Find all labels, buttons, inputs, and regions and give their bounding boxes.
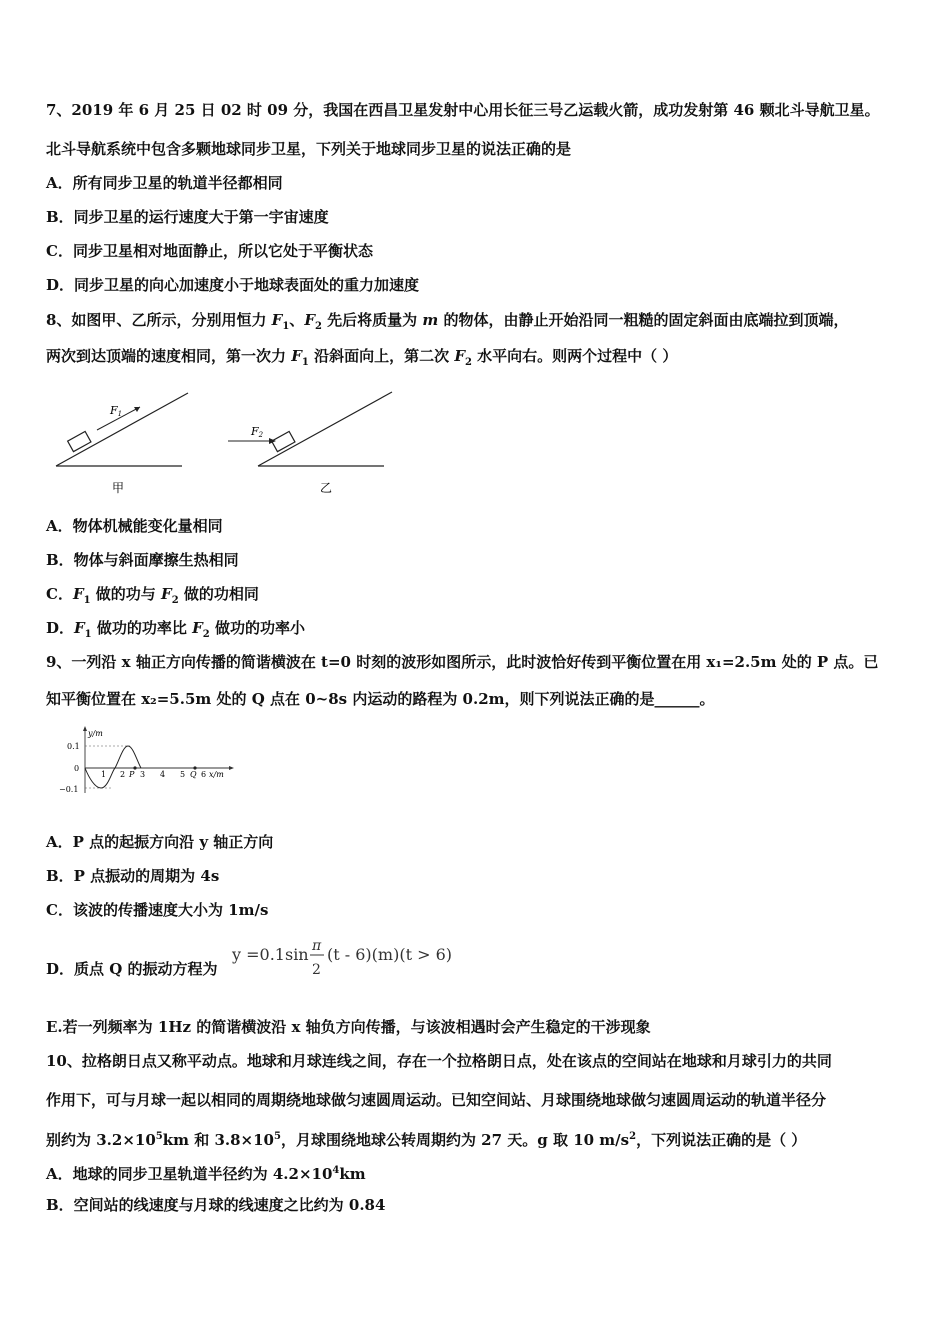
svg-text:F1: F1	[110, 404, 123, 418]
y-tick-top: 0.1	[67, 742, 80, 751]
point-p-label: P	[129, 770, 135, 779]
q8-stem-line2: 两次到达顶端的速度相同，第一次力 $F_1$ 沿斜面向上，第二次 $F_2$ 水平向右。则两个过程中（ ）	[46, 347, 678, 368]
label-jia: 甲	[112, 481, 125, 495]
point-q	[193, 766, 196, 769]
q7-stem-line2: 北斗导航系统中包含多颗地球同步卫星，下列关于地球同步卫星的说法正确的是	[46, 140, 572, 158]
x-tick-3: 3	[140, 770, 146, 779]
x-axis-label: x/m	[209, 770, 224, 779]
q9-option-c: C．该波的传播速度大小为 1m/s	[46, 901, 269, 919]
q7-option-c: C．同步卫星相对地面静止，所以它处于平衡状态	[46, 242, 373, 260]
q9-option-a: A．P 点的起振方向沿 y 轴正方向	[46, 833, 274, 851]
q7-option-d: D．同步卫星的向心加速度小于地球表面处的重力加速度	[46, 276, 420, 294]
x-tick-5: 5	[180, 770, 186, 779]
point-p	[133, 766, 136, 769]
point-q-label: Q	[190, 770, 197, 779]
q10-option-b: B．空间站的线速度与月球的线速度之比约为 0.84	[46, 1196, 386, 1214]
block-yi	[272, 431, 295, 451]
q9-wave-graph	[55, 725, 240, 800]
waveform	[85, 746, 141, 788]
q9-stem-line1: 9、一列沿 x 轴正方向传播的简谐横波在 t=0 时刻的波形如图所示，此时波恰好传到平衡位置在用 x₁=2.5m 处的 P 点。已	[46, 653, 879, 671]
q8-option-a: A．物体机械能变化量相同	[46, 517, 223, 535]
q8-option-c: C．$F_1$ 做的功与 $F_2$ 做的功相同	[46, 585, 259, 606]
label-yi: 乙	[320, 481, 333, 495]
q7-option-a: A．所有同步卫星的轨道半径都相同	[46, 174, 283, 192]
y-axis-label: y/m	[88, 729, 103, 738]
y-tick-bottom: −0.1	[59, 785, 79, 794]
svg-text:F2: F2	[251, 425, 264, 439]
q9-option-b: B．P 点振动的周期为 4s	[46, 867, 220, 885]
eq-numerator: π	[312, 938, 322, 954]
q8-option-d: D．$F_1$ 做功的功率比 $F_2$ 做功的功率小	[46, 619, 305, 640]
q10-stem-line1: 10、拉格朗日点又称平动点。地球和月球连线之间，存在一个拉格朗日点，处在该点的空间站在地球和月球引力的共同	[46, 1052, 832, 1070]
incline-jia	[56, 393, 188, 495]
q7-stem-line1: 7、2019 年 6 月 25 日 02 时 09 分，我国在西昌卫星发射中心用长征三号乙运载火箭，成功发射第 46 颗北斗导航卫星。	[46, 101, 880, 119]
x-tick-4: 4	[160, 770, 166, 779]
q9-option-d-equation	[228, 933, 468, 981]
q9-stem-line2: 知平衡位置在 x₂=5.5m 处的 Q 点在 0~8s 内运动的路程为 0.2m，则下列说法正确的是______。	[46, 690, 715, 708]
q9-option-e: E.若一列频率为 1Hz 的简谐横波沿 x 轴负方向传播，与该波相遇时会产生稳定的干涉现象	[46, 1018, 651, 1036]
q7-option-b: B．同步卫星的运行速度大于第一宇宙速度	[46, 208, 329, 226]
q8-stem-line1: 8、如图甲、乙所示，分别用恒力 $F_1$、$F_2$ 先后将质量为 m 的物体，由静止开始沿同一粗糙的固定斜面由底端拉到顶端，	[46, 311, 849, 332]
q10-stem-line3: 别约为 $3.2\times 10^5km$ 和 $3.8\times 10^5$，月球围绕地球公转周期约为 27 天。g 取 10 $m/s^2$，下列说法正确的是（ ）	[46, 1131, 807, 1149]
q9-option-d-label: D．质点 Q 的振动方程为	[46, 960, 218, 978]
eq-right: (t - 6)(m)(t > 6)	[327, 945, 452, 964]
eq-denominator: 2	[312, 962, 321, 978]
q10-stem-line2: 作用下，可与月球一起以相同的周期绕地球做匀速圆周运动。已知空间站、月球围绕地球做匀速圆周运动的轨道半径分	[46, 1091, 827, 1109]
q8-option-b: B．物体与斜面摩擦生热相同	[46, 551, 239, 569]
incline-yi	[228, 392, 392, 495]
x-tick-2: 2	[120, 770, 126, 779]
x-tick-6: 6	[201, 770, 207, 779]
q8-incline-figure	[50, 385, 400, 500]
q10-option-a: A．地球的同步卫星轨道半径约为 $4.2\times 10^4km$	[46, 1165, 366, 1183]
y-tick-zero: 0	[74, 764, 80, 773]
eq-left: y =0.1sin	[232, 945, 309, 964]
x-tick-1: 1	[101, 770, 107, 779]
